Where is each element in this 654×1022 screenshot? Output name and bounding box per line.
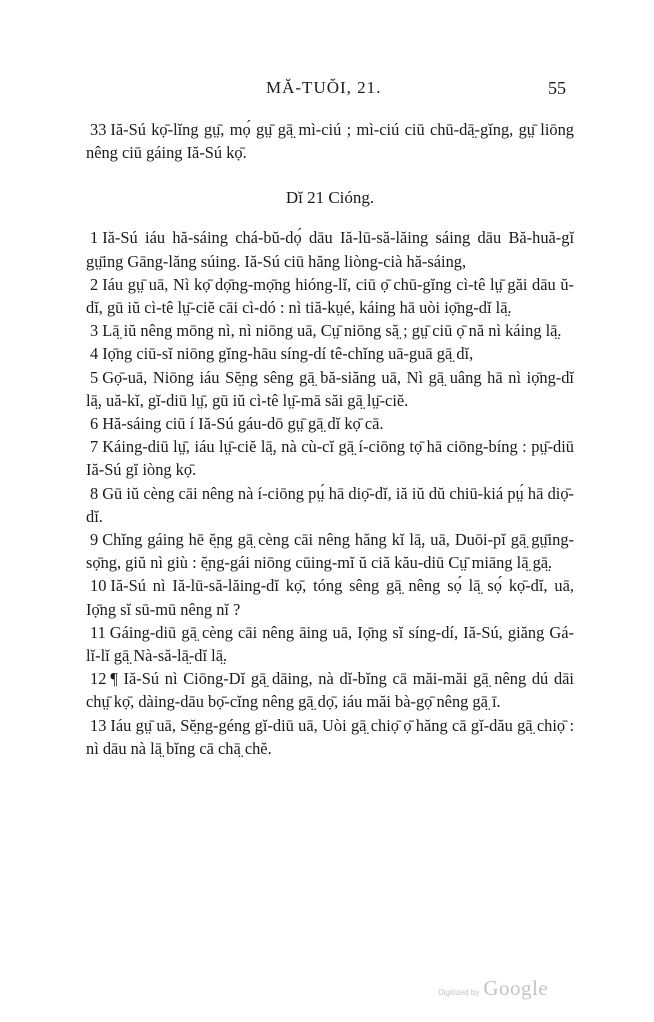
verse-number: 7	[90, 437, 99, 457]
verse-text: Hă-sáing ciū í Iă-Sú gáu-dō gṳ̄ gā̤ dĭ kọ̄ cā.	[102, 414, 384, 434]
verse-2	[86, 273, 574, 319]
verse-number: 8	[90, 483, 99, 503]
verse-number: 33	[90, 120, 107, 139]
verse-text: Gọ̄-uā, Niōng iáu Sĕ̤ng sêng gā̤ bă-siăng uā, Nì gā̤ uâng hā nì iọ̄ng-dĭ lā̤, uă-kĭ, gĭ-diū lṳ̄, gū iŭ cì-tê lṳ̄-mā săi gā̤ lṳ̄-ciĕ.	[86, 367, 574, 410]
verse-number: 1	[90, 228, 99, 248]
verse-text: Iă-Sú kọ̄-lĭng gṳ̄, mọ́ gṳ̄ gā̤ mì-ciú ; mì-ciú ciū chū-dā̤-gĭng, gṳ̄ liōng nêng ciū gáing Iă-Sú kọ̄.	[86, 120, 574, 163]
running-head-title: MĂ-TUŎI, 21.	[266, 78, 382, 97]
verse-text: Iă-Sú nì Iă-lū-să-lăing-dĭ kọ̄, tóng sêng gā̤ nêng sọ́ lā̤ sọ́ kọ̄-dĭ, uā, Iọ̄ng sĭ sū-mū nêng nĭ ?	[86, 576, 574, 619]
verse-text: Káing-diū lṳ̄, iáu lṳ̄-ciĕ lā̤, nà cù-cĭ gā̤ í-ciōng tọ̄ hā ciōng-bíng : pṳ̄-diū Iă-Sú gĭ iòng kọ̄.	[86, 437, 574, 480]
verse-number: 5	[90, 367, 99, 387]
verse-number: 4	[90, 344, 99, 364]
verse-5	[86, 366, 574, 412]
verse-3	[86, 319, 574, 342]
running-head	[0, 78, 654, 102]
verse-1	[86, 226, 574, 272]
verse-7	[86, 435, 574, 481]
verse-number: 6	[90, 414, 99, 434]
verse-number: 11	[90, 622, 106, 642]
verse-11	[86, 621, 574, 667]
verse-text: Gáing-diū gā̤ cèng cāi nêng āing uā, Iọ̄ng sĭ síng-dí, Iă-Sú, giăng Gá-lĭ-lĭ gā̤ Nà-să-lā̤-dĭ lā̤.	[86, 622, 574, 666]
verse-4	[86, 342, 574, 365]
verse-text: Iọ̄ng ciū-sĭ niōng gĭng-hāu síng-dí tê-chĭng uā-guā gā̤ dĭ,	[102, 344, 474, 364]
verse-8	[86, 482, 574, 528]
verse-text: Iáu gṳ̄ uā, Sĕ̤ng-géng gĭ-diū uā, Uòi gā̤ chiọ̄ ọ̄ hăng cā gĭ-dău gā̤ chiọ̄ : nì dāu nà lā̤ bĭng cā chā̤ chĕ.	[86, 715, 574, 758]
verse-text: Gū iŭ cèng cāi nêng nà í-ciōng pṳ́ hā diọ̄-dĭ, iă iŭ dŭ chiū-kiá pṳ́ hā diọ̄-dĭ.	[86, 483, 574, 526]
digitized-watermark	[438, 976, 548, 1001]
verse-6	[86, 412, 574, 435]
verse-number: 3	[90, 321, 99, 341]
verse-9	[86, 528, 574, 574]
verse-33	[86, 118, 574, 164]
verse-text: ¶ Iă-Sú nì Ciōng-Dĭ gā̤ dāing, nà dĭ-bĭng cā măi-măi gā̤ nêng dú dāi chṳ̄ kọ̄, dàing-dāu bọ̄-cĭng nêng gā̤ dọ̄, iáu măi bà-gọ̄ nêng gā̤ ī.	[86, 669, 574, 712]
verse-text: Lā̤ iŭ nêng mōng nì, nì niōng uā, Cṳ̄ niōng să̤ ; gṳ̄ ciū ọ̄ nă nì káing lā̤.	[102, 321, 562, 341]
verse-text: Iă-Sú iáu hă-sáing chá-bŭ-dọ́ dāu Iă-lū-să-lăing sáing dāu Bă-huă-gĭ gṳ̄ing Gāng-lăng súing. Iă-Sú ciū hăng liòng-cià hă-sáing,	[86, 228, 574, 271]
verse-number: 2	[90, 274, 99, 294]
chapter-heading: Dĭ 21 Cióng.	[285, 188, 375, 208]
verse-text: Chĭng gáing hē ĕ̤ng gā̤ cèng cāi nêng hăng kĭ lā̤, uā, Duōi-pĭ gā̤ gṳ̄ing-sọ̄ng, giŭ nì giù : ĕ̤ng-gái niōng cūing-mĭ ŭ ciă kău-diū Cṳ̄ miāng lā̤ gā̤.	[86, 530, 574, 573]
verse-number: 9	[90, 530, 99, 550]
verse-text: Iáu gṳ̄ uā, Nì kọ̄ dọ̄ng-mọ̄ng hióng-lĭ, ciū ọ̄ chū-gĭng cì-tê lṳ̄ găi dāu ŭ-dĭ, gū iŭ cì-tê lṳ̄-ciĕ cāi cì-dó : nì tiă-kṳé, káing hā uòi iọ̄ng-dĭ lā̤.	[86, 274, 574, 318]
verse-10	[86, 574, 574, 620]
watermark-brand: Google	[483, 976, 549, 1000]
verse-number: 13	[90, 715, 107, 735]
text-block	[86, 118, 574, 760]
page-number: 55	[548, 78, 566, 98]
verse-12	[86, 667, 574, 713]
watermark-prefix: Digitized by	[438, 988, 480, 997]
verse-number: 12	[90, 669, 107, 689]
verse-13	[86, 714, 574, 760]
verse-number: 10	[90, 576, 107, 596]
